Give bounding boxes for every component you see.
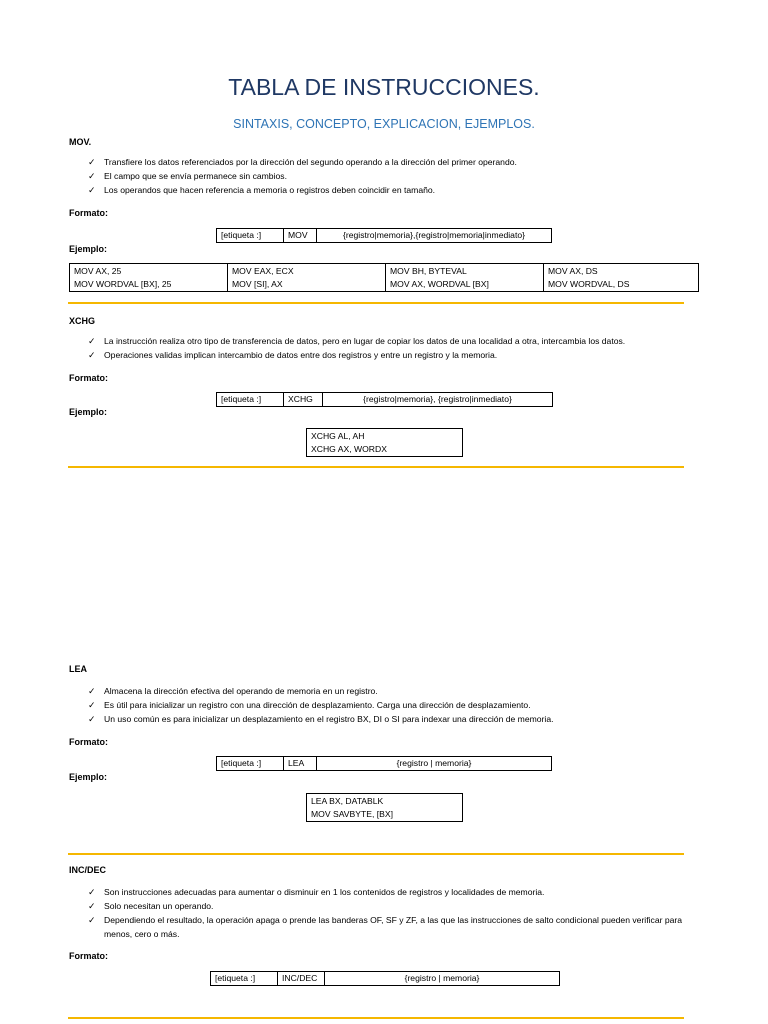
mov-bullet-list <box>86 155 706 197</box>
section-heading-xchg: XCHG <box>69 316 96 326</box>
section-divider <box>68 302 684 304</box>
example-cell: XCHG AL, AH XCHG AX, WORDX <box>307 429 463 457</box>
list-item: ✓ Son instrucciones adecuadas para aumentar o disminuir en 1 los contenidos de registros y localidades de memoria. <box>88 887 545 897</box>
format-label: Formato: <box>69 737 108 747</box>
checkmark-icon: ✓ <box>88 336 96 346</box>
list-item: ✓ Almacena la dirección efectiva del operando de memoria en un registro. <box>88 686 378 696</box>
checkmark-icon: ✓ <box>88 171 96 181</box>
example-cell: MOV AX, DS MOV WORDVAL, DS <box>544 264 699 292</box>
list-item: ✓ Un uso común es para inicializar un desplazamiento en el registro BX, DI o SI para indexar una dirección de memoria. <box>88 714 554 724</box>
checkmark-icon: ✓ <box>88 901 96 911</box>
format-label: Formato: <box>69 208 108 218</box>
xchg-format-table <box>216 392 553 407</box>
format-cell: XCHG <box>284 393 323 407</box>
example-cell: MOV EAX, ECX MOV [SI], AX <box>228 264 386 292</box>
checkmark-icon: ✓ <box>88 915 96 925</box>
mov-example-table <box>69 263 699 292</box>
page-subtitle: SINTAXIS, CONCEPTO, EXPLICACION, EJEMPLOS. <box>233 117 535 131</box>
checkmark-icon: ✓ <box>88 185 96 195</box>
format-cell: INC/DEC <box>278 972 325 986</box>
format-cell: [etiqueta :] <box>217 229 284 243</box>
list-item: ✓ El campo que se envía permanece sin cambios. <box>88 171 287 181</box>
lea-format-table <box>216 756 552 771</box>
example-cell: MOV BH, BYTEVAL MOV AX, WORDVAL [BX] <box>386 264 544 292</box>
example-cell: LEA BX, DATABLK MOV SAVBYTE, [BX] <box>307 794 463 822</box>
list-item: ✓ Transfiere los datos referenciados por la dirección del segundo operando a la dirección del primer operando. <box>88 157 517 167</box>
mov-format-table <box>216 228 552 243</box>
list-item: ✓ Los operandos que hacen referencia a memoria o registros deben coincidir en tamaño. <box>88 185 436 195</box>
format-cell: {registro|memoria},{registro|memoria|inmediato} <box>317 229 552 243</box>
list-item: ✓ Es útil para inicializar un registro con una dirección de desplazamiento. Carga una dirección de desplazamiento. <box>88 700 531 710</box>
example-label: Ejemplo: <box>69 772 108 782</box>
format-label: Formato: <box>69 373 108 383</box>
checkmark-icon: ✓ <box>88 157 96 167</box>
list-item: ✓ Dependiendo el resultado, la operación apaga o prende las banderas OF, SF y ZF, a las que las instrucciones de salto condicional pueden verificar para menos, cero o más. <box>88 915 683 939</box>
format-cell: MOV <box>284 229 317 243</box>
format-label: Formato: <box>69 951 108 961</box>
format-cell: {registro|memoria}, {registro|inmediato} <box>323 393 553 407</box>
page-title: TABLA DE INSTRUCCIONES. <box>228 74 540 100</box>
list-item: ✓ Operaciones validas implican intercambio de datos entre dos registros y entre un registro y la memoria. <box>88 350 498 360</box>
section-divider <box>68 1017 684 1019</box>
section-heading-incdec: INC/DEC <box>69 865 107 875</box>
format-cell: [etiqueta :] <box>217 393 284 407</box>
checkmark-icon: ✓ <box>88 350 96 360</box>
example-cell: MOV AX, 25 MOV WORDVAL [BX], 25 <box>70 264 228 292</box>
incdec-bullet-list <box>86 885 706 941</box>
section-heading-mov: MOV. <box>69 137 92 147</box>
list-item: ✓ Solo necesitan un operando. <box>88 901 214 911</box>
xchg-bullet-list <box>86 334 706 362</box>
checkmark-icon: ✓ <box>88 714 96 724</box>
xchg-example-table <box>306 428 463 457</box>
format-cell: LEA <box>284 757 317 771</box>
format-cell: [etiqueta :] <box>217 757 284 771</box>
incdec-format-table <box>210 971 560 986</box>
lea-bullet-list <box>86 684 706 726</box>
example-label: Ejemplo: <box>69 244 108 254</box>
format-cell: {registro | memoria} <box>317 757 552 771</box>
example-label: Ejemplo: <box>69 407 108 417</box>
section-divider <box>68 466 684 468</box>
section-heading-lea: LEA <box>69 664 87 674</box>
checkmark-icon: ✓ <box>88 887 96 897</box>
checkmark-icon: ✓ <box>88 700 96 710</box>
list-item: ✓ La instrucción realiza otro tipo de transferencia de datos, pero en lugar de copiar los datos de una localidad a otra, intercambia los datos. <box>88 336 626 346</box>
format-cell: [etiqueta :] <box>211 972 278 986</box>
format-cell: {registro | memoria} <box>325 972 560 986</box>
section-divider <box>68 853 684 855</box>
lea-example-table <box>306 793 463 822</box>
checkmark-icon: ✓ <box>88 686 96 696</box>
